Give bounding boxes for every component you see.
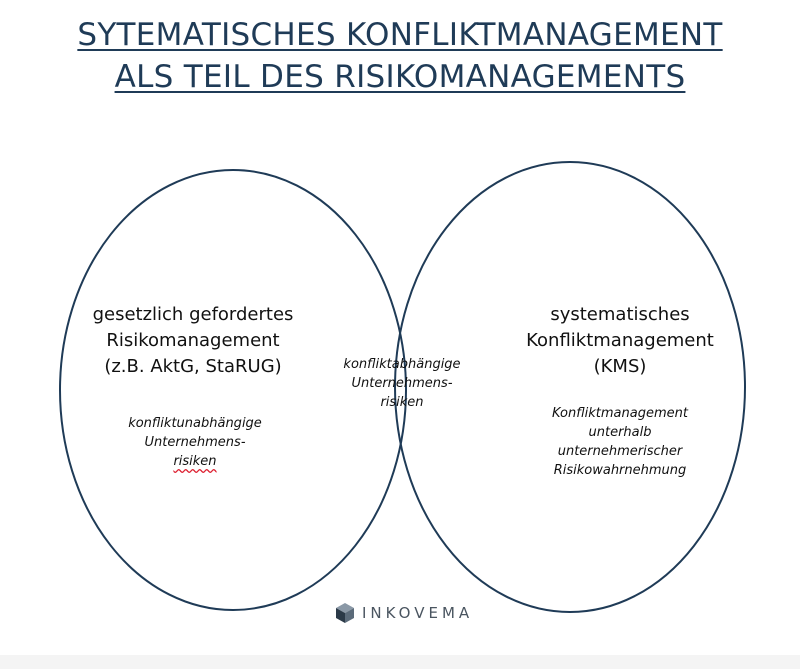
bottom-strip — [0, 655, 800, 669]
right-circle-subtext — [510, 404, 730, 480]
left-sub-line-2: Unternehmens- — [144, 435, 246, 450]
intersection-line-1: konfliktabhängige — [343, 357, 461, 372]
right-sub-line-2: unterhalb — [588, 425, 652, 440]
right-sub-line-3: unternehmerischer — [557, 444, 683, 459]
title-line-2: ALS TEIL DES RISIKOMANAGEMENTS — [114, 59, 686, 95]
right-sub-line-4: Risikowahrnehmung — [553, 463, 687, 478]
right-title-line-1: systematisches — [550, 304, 690, 325]
diamond-cube-icon — [336, 603, 354, 623]
inkovema-logo — [336, 601, 473, 625]
intersection-line-2: Unternehmens- — [351, 376, 453, 391]
logo-text: INKOVEMA — [362, 604, 474, 622]
left-sub-line-1: konfliktunabhängige — [128, 416, 262, 431]
left-title-line-1: gesetzlich gefordertes — [92, 304, 294, 325]
left-title-line-3: (z.B. AktG, StaRUG) — [104, 356, 282, 377]
left-circle-title — [63, 302, 323, 380]
right-circle-title — [500, 302, 740, 380]
left-sub-line-3: risiken — [173, 454, 217, 469]
right-title-line-2: Konfliktmanagement — [526, 330, 714, 351]
right-title-line-3: (KMS) — [593, 356, 647, 377]
intersection-text — [312, 355, 492, 412]
left-circle-subtext — [95, 414, 295, 471]
title-line-1: SYTEMATISCHES KONFLIKTMANAGEMENT — [77, 17, 723, 53]
right-sub-line-1: Konfliktmanagement — [552, 406, 688, 421]
intersection-line-3: risiken — [380, 395, 424, 410]
left-title-line-2: Risikomanagement — [106, 330, 280, 351]
